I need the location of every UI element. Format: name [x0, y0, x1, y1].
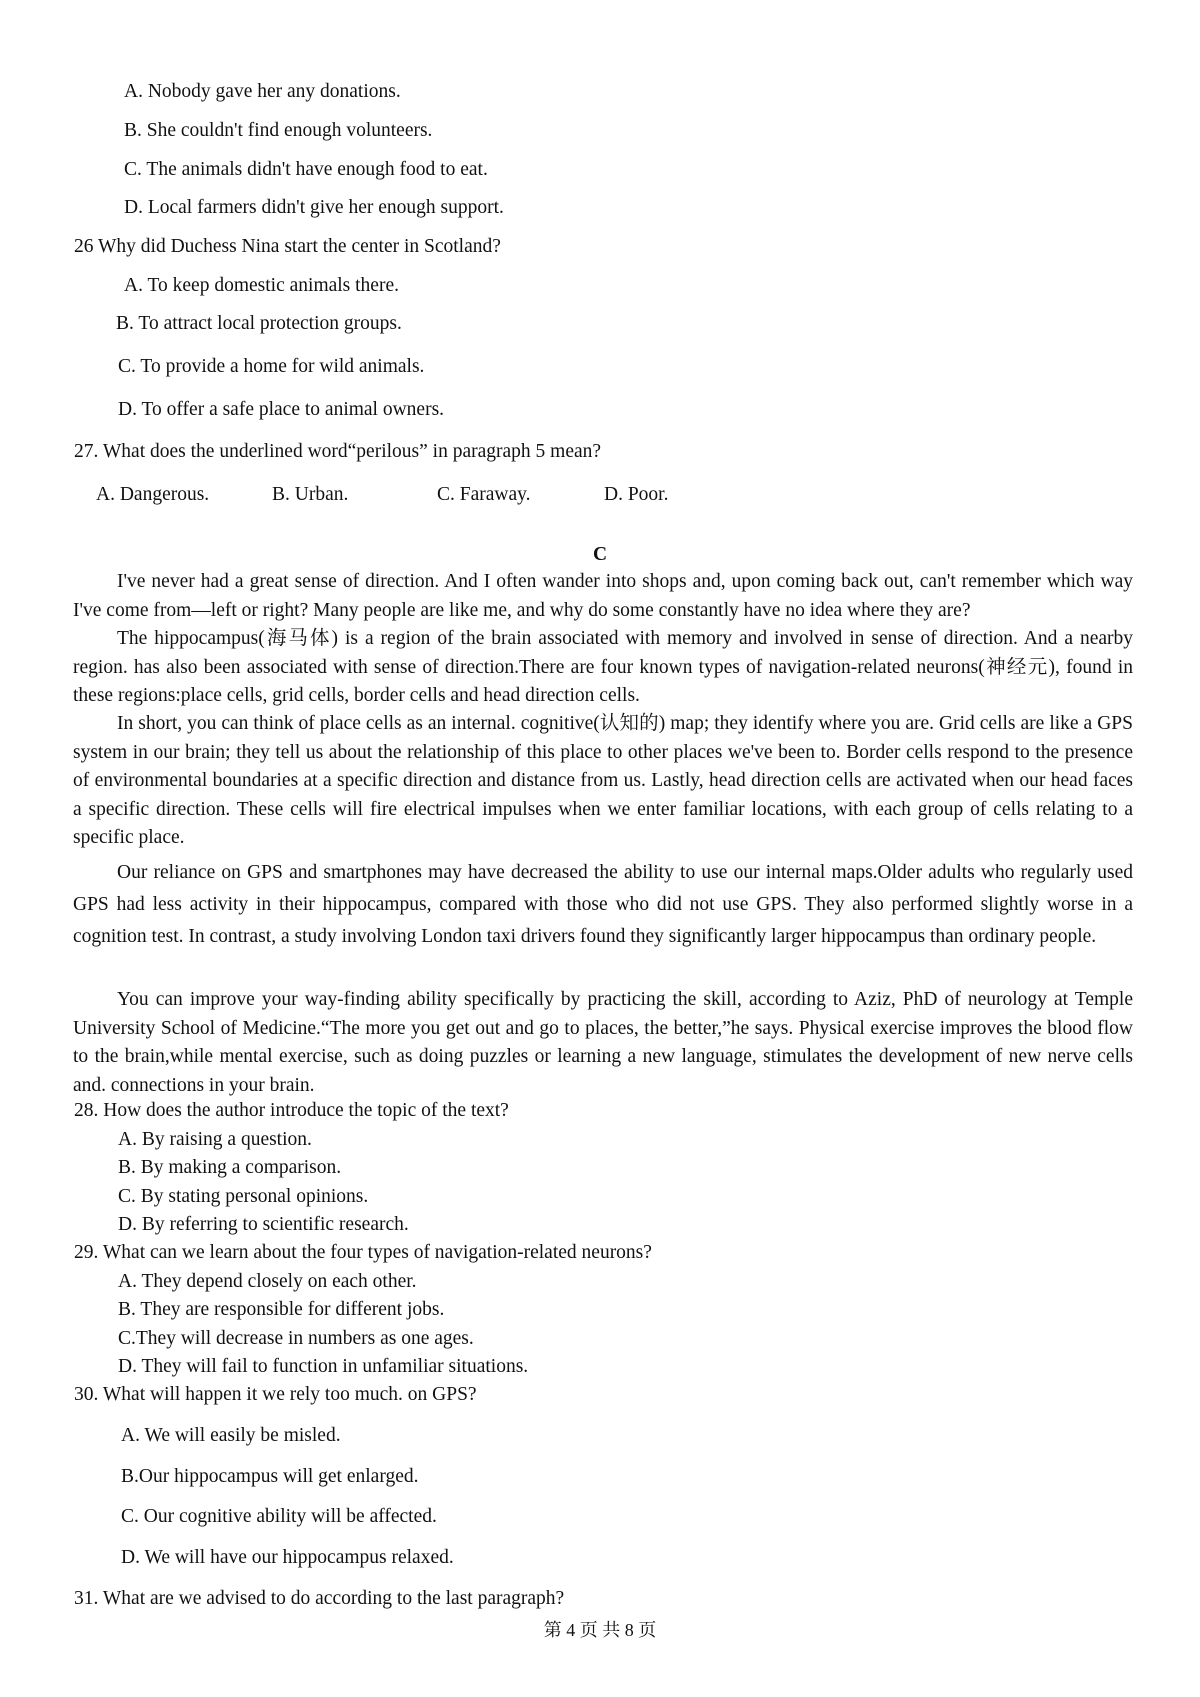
q27-option-d: D. Poor.: [604, 484, 669, 505]
q29-option-b: B. They are responsible for different jobs.: [118, 1299, 445, 1320]
q30-option-a: A. We will easily be misled.: [121, 1425, 341, 1446]
q25-option-b: B. She couldn't find enough volunteers.: [124, 120, 433, 141]
q27-option-c: C. Faraway.: [437, 484, 531, 505]
q25-option-c: C. The animals didn't have enough food to eat.: [124, 159, 488, 180]
passage-paragraph-3: In short, you can think of place cells as an internal. cognitive(认知的) map; they identify where you are. Grid cells are like a GPS system in our brain; they tell us about the relationship of this place to other places we've been to. Border cells respond to the presence of environmental boundaries at a specific direction and distance from us. Lastly, head direction cells are activated when our head faces a specific direction. These cells will fire electrical impulses when we enter familiar locations, with each group of cells relating to a specific place.: [73, 713, 1133, 848]
q30-option-d: D. We will have our hippocampus relaxed.: [121, 1547, 454, 1568]
q28-option-c: C. By stating personal opinions.: [118, 1186, 369, 1207]
q25-option-d: D. Local farmers didn't give her enough support.: [124, 197, 504, 218]
q30-stem: 30. What will happen it we rely too much. on GPS?: [74, 1384, 477, 1405]
q28-stem: 28. How does the author introduce the topic of the text?: [74, 1100, 509, 1121]
q26-option-c: C. To provide a home for wild animals.: [118, 356, 425, 377]
q26-option-d: D. To offer a safe place to animal owners.: [118, 399, 445, 420]
q30-option-b: B.Our hippocampus will get enlarged.: [121, 1466, 419, 1487]
q25-option-a: A. Nobody gave her any donations.: [124, 81, 401, 102]
q26-option-a: A. To keep domestic animals there.: [124, 275, 399, 296]
passage-paragraph-2: The hippocampus(海马体) is a region of the brain associated with memory and involved in sense of direction. And a nearby region. has also been associated with sense of direction.There are four known types of navigation-related neurons(神经元), found in these regions:place cells, grid cells, border cells and head direction cells.: [73, 628, 1133, 706]
section-heading: C: [592, 544, 608, 565]
page-footer: 第 4 页 共 8 页: [543, 1620, 657, 1640]
q30-option-c: C. Our cognitive ability will be affected.: [121, 1506, 437, 1527]
passage-paragraph-1: I've never had a great sense of direction. And I often wander into shops and, upon coming back out, can't remember which way I've come from—left or right? Many people are like me, and why do some constantly have no idea where they are?: [73, 571, 1133, 621]
q27-option-a: A. Dangerous.: [96, 484, 210, 505]
q26-stem: 26 Why did Duchess Nina start the center in Scotland?: [74, 236, 501, 257]
q28-option-b: B. By making a comparison.: [118, 1157, 342, 1178]
q26-option-b: B. To attract local protection groups.: [116, 313, 402, 334]
q31-stem: 31. What are we advised to do according to the last paragraph?: [74, 1588, 565, 1609]
q29-option-c: C.They will decrease in numbers as one ages.: [118, 1328, 474, 1349]
q28-option-a: A. By raising a question.: [118, 1129, 312, 1150]
q29-option-a: A. They depend closely on each other.: [118, 1271, 417, 1292]
q28-option-d: D. By referring to scientific research.: [118, 1214, 409, 1235]
q27-stem: 27. What does the underlined word“perilous” in paragraph 5 mean?: [74, 441, 602, 462]
q27-option-b: B. Urban.: [272, 484, 349, 505]
passage-paragraph-4: Our reliance on GPS and smartphones may have decreased the ability to use our internal maps.Older adults who regularly used GPS had less activity in their hippocampus, compared with those who did not use GPS. They also performed slightly worse in a cognition test. In contrast, a study involving London taxi drivers found they significantly larger hippocampus than ordinary people.: [73, 862, 1133, 947]
q29-stem: 29. What can we learn about the four types of navigation-related neurons?: [74, 1242, 652, 1263]
passage-paragraph-5: You can improve your way-finding ability specifically by practicing the skill, according to Aziz, PhD of neurology at Temple University School of Medicine.“The more you get out and go to places, the better,”he says. Physical exercise improves the blood flow to the brain,while mental exercise, such as doing puzzles or learning a new language, stimulates the development of new nerve cells and. connections in your brain.: [73, 989, 1133, 1096]
q29-option-d: D. They will fail to function in unfamiliar situations.: [118, 1356, 529, 1377]
